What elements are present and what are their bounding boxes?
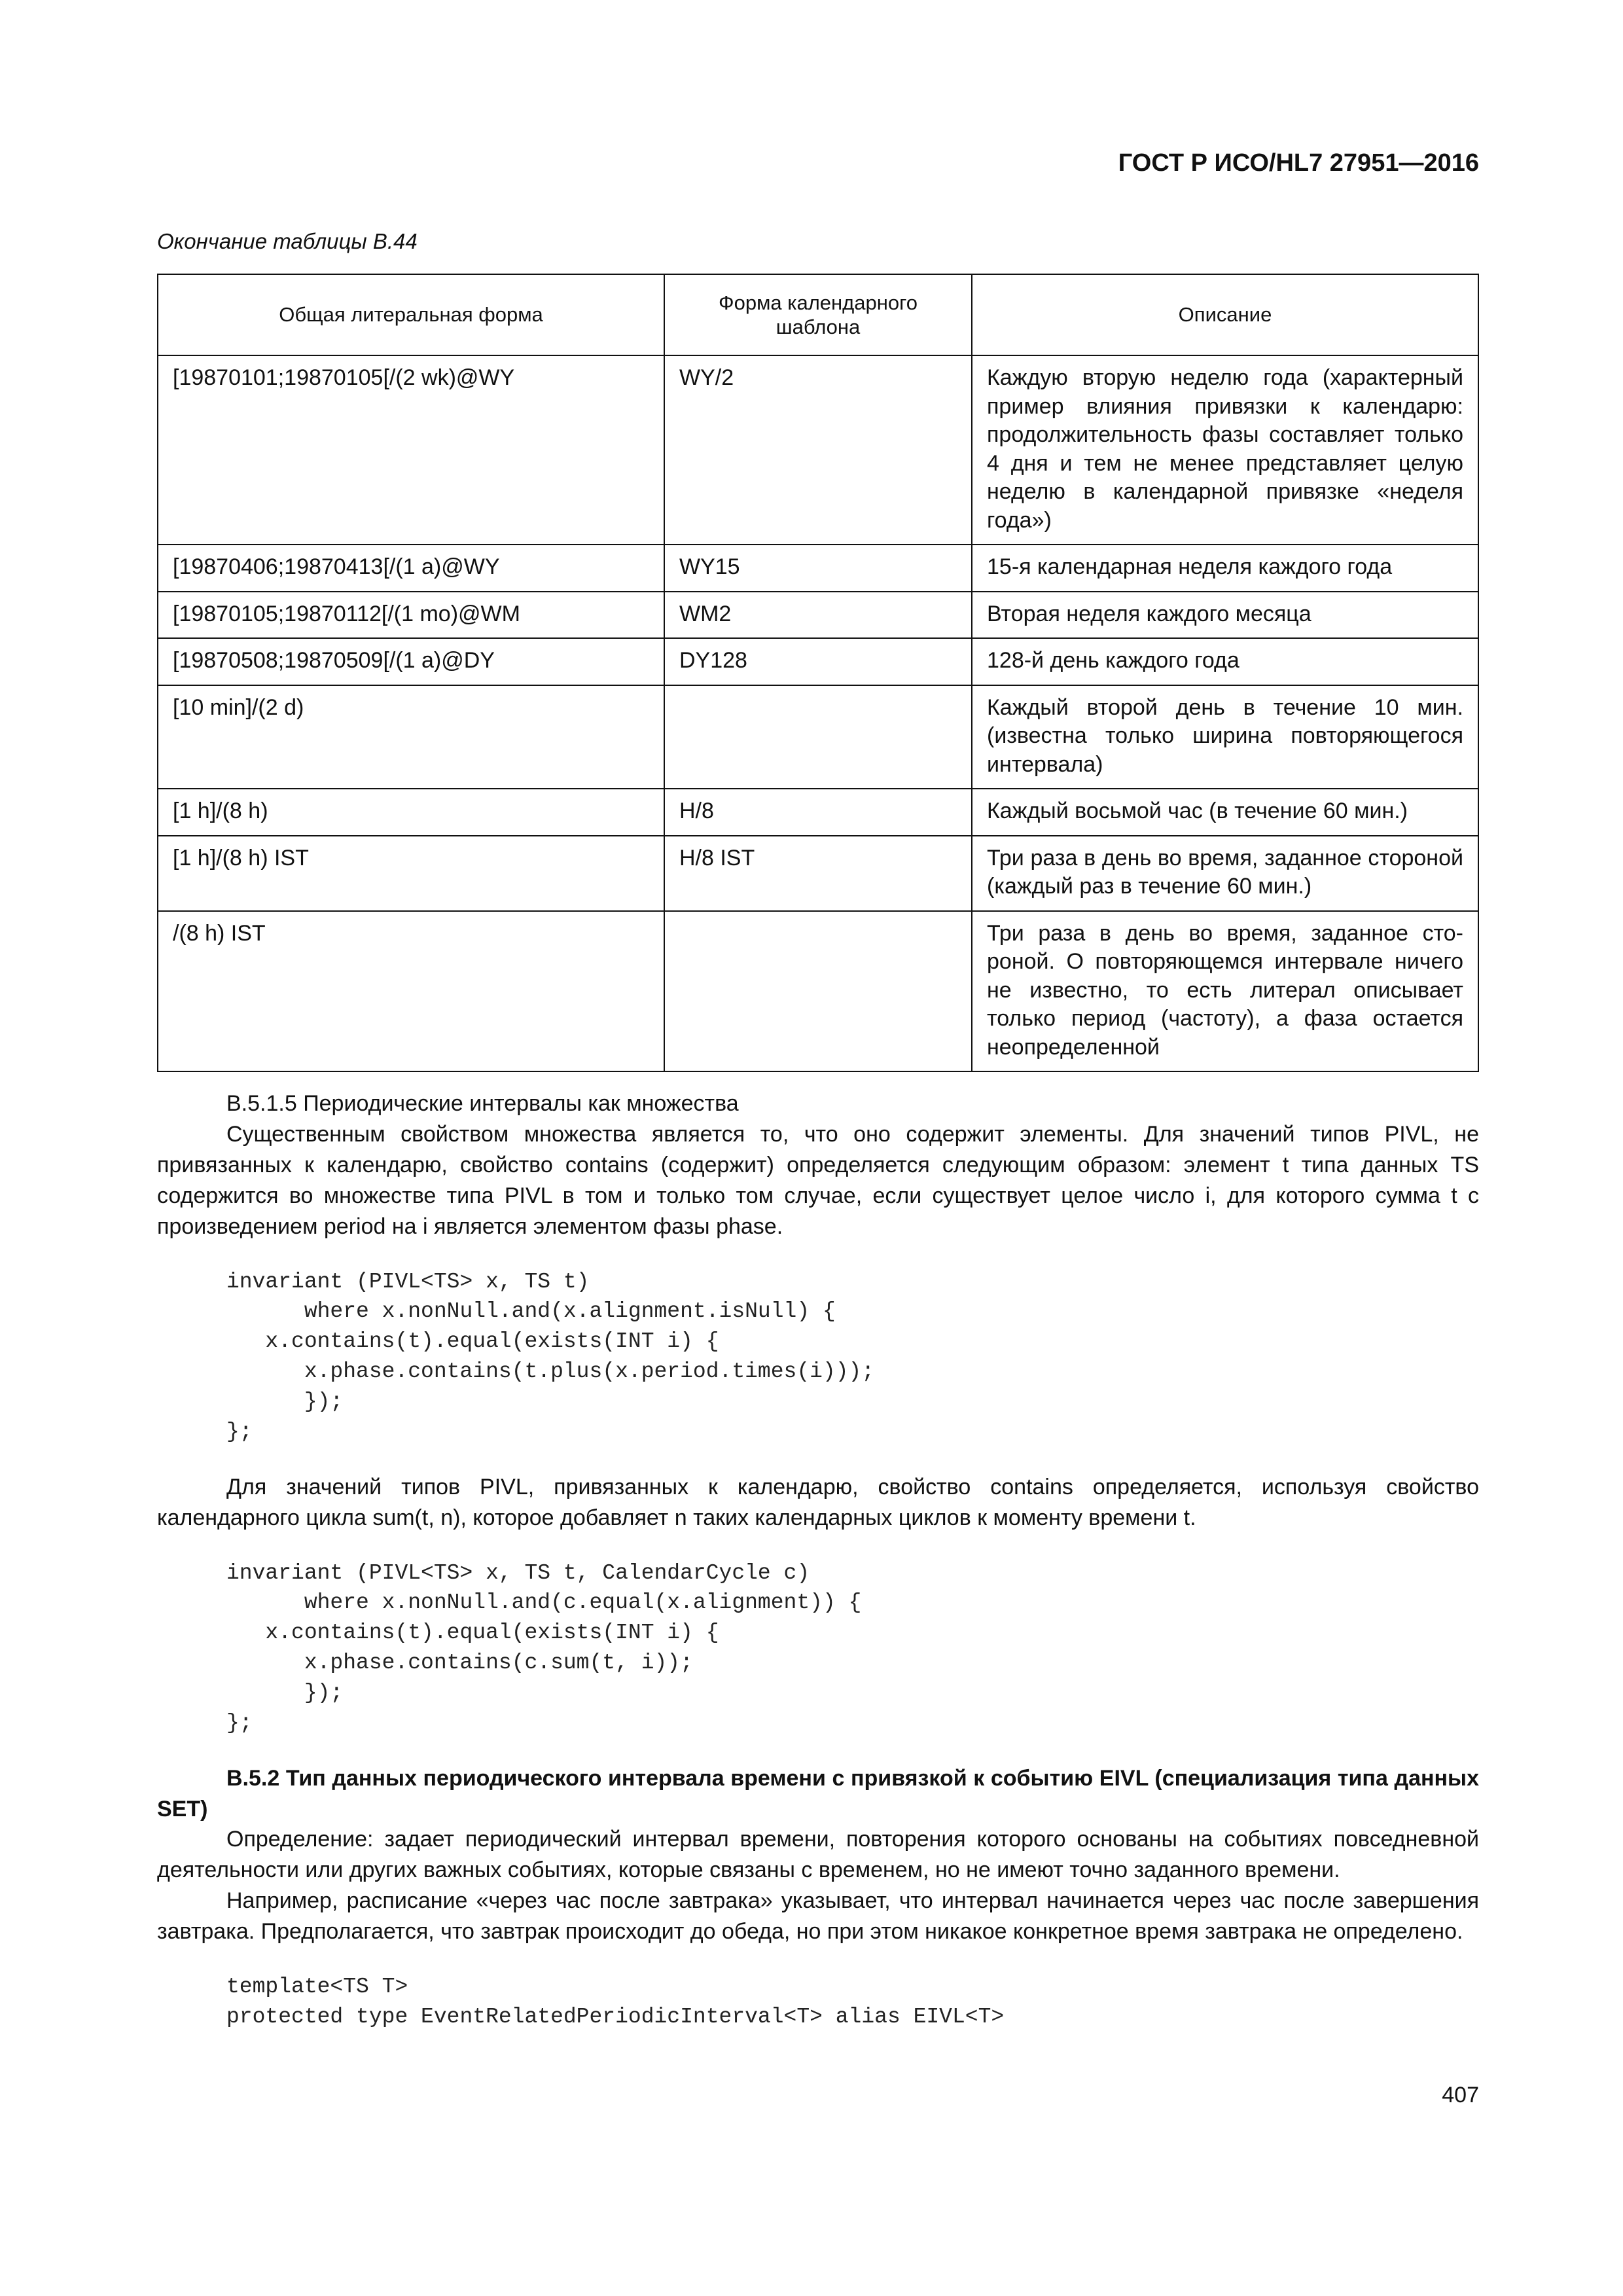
table-row <box>158 545 1478 592</box>
cell-description: Три раза в день во время, заданное стороной (каждый раз в течение 60 мин.) <box>972 836 1478 911</box>
table-row <box>158 685 1478 789</box>
standard-code-header: ГОСТ Р ИСО/HL7 27951—2016 <box>1118 149 1479 177</box>
cell-template: WY/2 <box>664 355 972 545</box>
cell-description: 128-й день каждого года <box>972 638 1478 685</box>
document-page <box>157 0 1479 2296</box>
cell-literal: [19870101;19870105[/(2 wk)@WY <box>158 355 664 545</box>
table-header-row <box>158 274 1478 355</box>
cell-description: Каждый восьмой час (в течение 60 мин.) <box>972 789 1478 836</box>
cell-description: Три раза в день во время, заданное стороной. О повторяющемся интервале ничего не известно, то есть литерал описывает только период (частоту), а фаза остается неопределенной <box>972 911 1478 1072</box>
table-caption: Окончание таблицы В.44 <box>157 229 418 253</box>
table-row <box>158 592 1478 639</box>
cell-description: Каждый второй день в течение 10 мин. (известна только ширина повторяющегося интервала) <box>972 685 1478 789</box>
paragraph: Определение: задает периодический интервал времени, повторения которого основаны на событиях повседневной деятельности или других важных событиях, которые связаны с временем, но не имеют точно заданного времени. <box>157 1827 1479 1883</box>
table-row <box>158 789 1478 836</box>
cell-description: 15-я календарная неделя каждого года <box>972 545 1478 592</box>
body-text <box>157 1088 1479 2057</box>
code-block: template<TS T> protected type EventRelatedPeriodicInterval<T> alias EIVL<T> <box>226 1975 1005 2029</box>
paragraph: Например, расписание «через час после завтрака» указывает, что интервал начинается через час после завершения завтрака. Предполагается, что завтрак происходит до обеда, но при этом никакое конкретное время завтрака не определено. <box>157 1888 1479 1945</box>
section-title: B.5.1.5 Периодические интервалы как множества <box>226 1091 739 1116</box>
code-block: invariant (PIVL<TS> x, TS t) where x.nonNull.and(x.alignment.isNull) { x.contains(t).equal(exists(INT i) { x.phase.contains(t.plus(x.period.times(i))); }); }; <box>226 1269 875 1444</box>
table-row <box>158 911 1478 1072</box>
column-header-literal: Общая литеральная форма <box>158 274 664 355</box>
paragraph: Существенным свойством множества является то, что оно содержит элементы. Для значений типов PIVL, не привязанных к календарю, свойство contains (содержит) определяется следующим образом: элемент t типа данных TS содержится во множестве типа PIVL в том и только том случае, если существует целое число i, для которого сумма t с произведением period на i является элементом фазы phase. <box>157 1121 1479 1239</box>
table-row <box>158 836 1478 911</box>
paragraph: Для значений типов PIVL, привязанных к календарю, свойство contains определяется, используя свойство календарного цикла sum(t, n), которое добавляет n таких календарных циклов к моменту времени t. <box>157 1474 1479 1530</box>
cell-template <box>664 685 972 789</box>
table-row <box>158 355 1478 545</box>
cell-template: H/8 <box>664 789 972 836</box>
column-header-template: Форма календарного шаблона <box>664 274 972 355</box>
cell-template <box>664 911 972 1072</box>
cell-literal: /(8 h) IST <box>158 911 664 1072</box>
cell-literal: [1 h]/(8 h) <box>158 789 664 836</box>
table-row <box>158 638 1478 685</box>
cell-template: H/8 IST <box>664 836 972 911</box>
cell-template: DY128 <box>664 638 972 685</box>
cell-literal: [10 min]/(2 d) <box>158 685 664 789</box>
cell-literal: [19870105;19870112[/(1 mo)@WM <box>158 592 664 639</box>
cell-template: WY15 <box>664 545 972 592</box>
cell-literal: [1 h]/(8 h) IST <box>158 836 664 911</box>
code-block: invariant (PIVL<TS> x, TS t, CalendarCycle c) where x.nonNull.and(c.equal(x.alignment)) { x.contains(t).equal(exists(INT i) { x.phase.contains(c.sum(t, i)); }); }; <box>226 1560 862 1735</box>
cell-description: Вторая неделя каждого месяца <box>972 592 1478 639</box>
cell-description: Каждую вторую неделю года (характерный пример влияния привязки к календарю: продолжительность фазы составляет только 4 дня и тем не менее представляет целую неделю в календарной привязке «неделя года») <box>972 355 1478 545</box>
section-heading: B.5.2 Тип данных периодического интервала времени с привязкой к событию EIVL (специализация типа данных SET) <box>157 1765 1479 1821</box>
page-number: 407 <box>1442 2083 1479 2108</box>
data-table <box>157 274 1479 1072</box>
column-header-description: Описание <box>972 274 1478 355</box>
cell-literal: [19870508;19870509[/(1 a)@DY <box>158 638 664 685</box>
cell-literal: [19870406;19870413[/(1 a)@WY <box>158 545 664 592</box>
cell-template: WM2 <box>664 592 972 639</box>
